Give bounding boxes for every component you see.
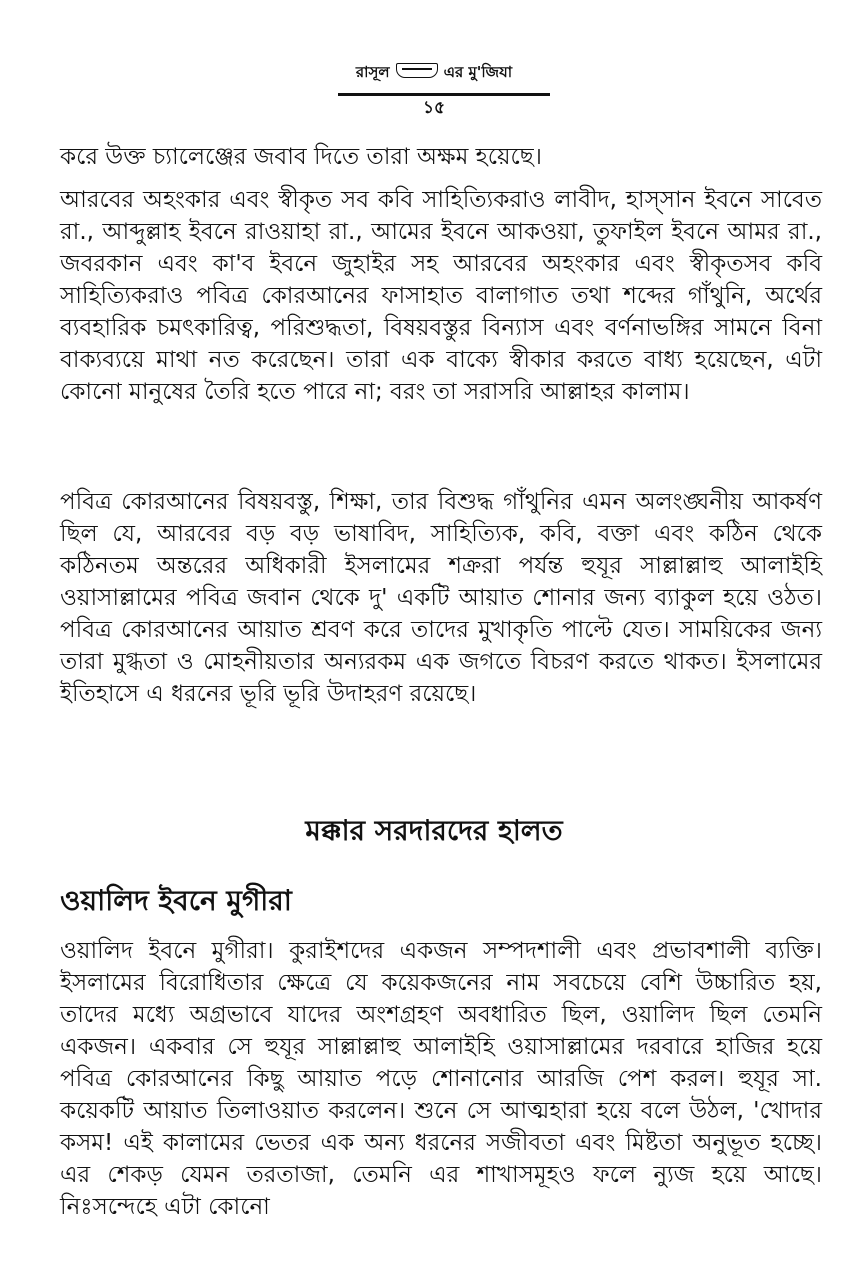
honorific-seal-icon bbox=[396, 63, 438, 78]
paragraph-continuation: করে উক্ত চ্যালেঞ্জের জবাব দিতে তারা অক্ষম হয়েছে। bbox=[60, 144, 542, 170]
section-heading: মক্কার সরদারদের হালত bbox=[305, 814, 563, 847]
paragraph-walid-ibn-mughira: ওয়ালিদ ইবনে মুগীরা। কুরাইশদের একজন সম্পদশালী এবং প্রভাবশালী ব্যক্তি। ইসলামের বিরোধিতার ক্ষেত্রে যে কয়েকজনের নাম সবচেয়ে বেশি উচ্চারিত হয়, তাদের মধ্যে অগ্রভাবে যাদের অংশগ্রহণ অবধারিত ছিল, ওয়ালিদ ছিল তেমনি একজন। একবার সে হুযূর সাল্লাল্লাহু আলাইহি ওয়াসাল্লামের দরবারে হাজির হয়ে পবিত্র কোরআনের কিছু আয়াত পড়ে শোনানোর আরজি পেশ করল। হুযূর সা. কয়েকটি আয়াত তিলাওয়াত করলেন। শুনে সে আত্মহারা হয়ে বলে উঠল, 'খোদার কসম! এই কালামের ভেতর এক অন্য ধরনের সজীবতা এবং মিষ্টতা অনুভূত হচ্ছে। এর শেকড় যেমন তরতাজা, তেমনি এর শাখাসমূহও ফলে ন্যুজ হয়ে আছে। নিঃসন্দেহে এটা কোনো bbox=[60, 938, 822, 1220]
header-rule bbox=[338, 93, 550, 96]
subsection-heading: ওয়ালিদ ইবনে মুগীরা bbox=[60, 884, 292, 917]
header-right-text: এর মু'জিযা bbox=[443, 63, 513, 81]
paragraph-quran-attraction: পবিত্র কোরআনের বিষয়বস্তু, শিক্ষা, তার বিশুদ্ধ গাঁথুনির এমন অলংঙ্ঘনীয় আকর্ষণ ছিল যে, আরবের বড় বড় ভাষাবিদ, সাহিত্যিক, কবি, বক্তা এবং কঠিন থেকে কঠিনতম অন্তরের অধিকারী ইসলামের শক্ররা পর্যন্ত হুযূর সাল্লাল্লাহু আলাইহি ওয়াসাল্লামের পবিত্র জবান থেকে দু' একটি আয়াত শোনার জন্য ব্যাকুল হয়ে ওঠত। পবিত্র কোরআনের আয়াত শ্রবণ করে তাদের মুখাকৃতি পাল্টে যেত। সাময়িকের জন্য তারা মুগ্ধতা ও মোহনীয়তার অন্যরকম এক জগতে বিচরণ করতে থাকত। ইসলামের ইতিহাসে এ ধরনের ভূরি ভূরি উদাহরণ রয়েছে। bbox=[60, 489, 822, 707]
running-header bbox=[0, 62, 868, 82]
header-left-text: রাসূল bbox=[355, 63, 390, 81]
page-number: ১৫ bbox=[422, 98, 446, 118]
paragraph-poets-acknowledgement: আরবের অহংকার এবং স্বীকৃত সব কবি সাহিত্যিকরাও লাবীদ, হাস্সান ইবনে সাবেত রা., আব্দুল্লাহ ইবনে রাওয়াহা রা., আমের ইবনে আকওয়া, তুফাইল ইবনে আমর রা., জবরকান এবং কা'ব ইবনে জুহাইর সহ আরবের অহংকার এবং স্বীকৃতসব কবি সাহিত্যিকরাও পবিত্র কোরআনের ফাসাহাত বালাগাত তথা শব্দের গাঁথুনি, অর্থের ব্যবহারিক চমৎকারিত্ব, পরিশুদ্ধতা, বিষয়বস্তুর বিন্যাস এবং বর্ণনাভঙ্গির সামনে বিনা বাক্যব্যয়ে মাথা নত করেছেন। তারা এক বাক্যে স্বীকার করতে বাধ্য হয়েছেন, এটা কোনো মানুষের তৈরি হতে পারে না; বরং তা সরাসরি আল্লাহর কালাম। bbox=[60, 187, 822, 405]
